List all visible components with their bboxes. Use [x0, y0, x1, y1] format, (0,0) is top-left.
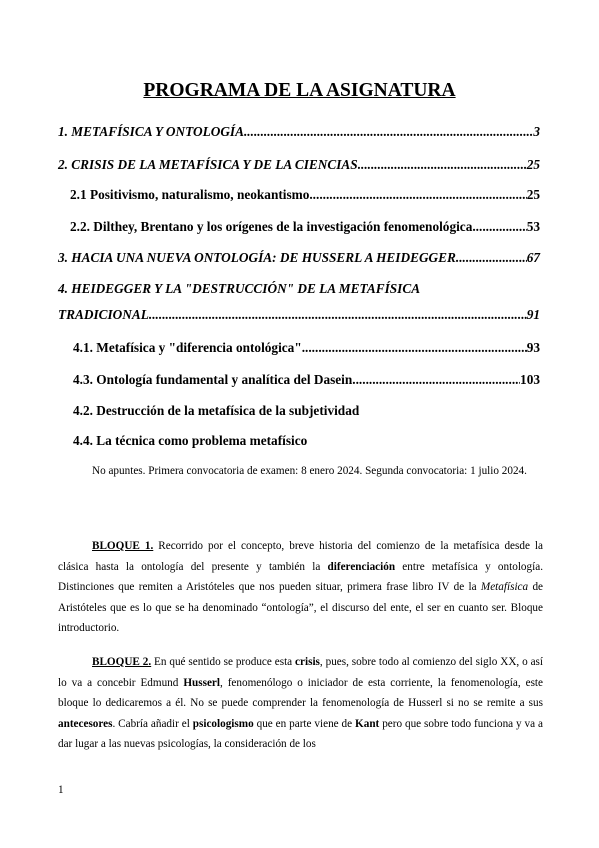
- toc-entry-text: 4.3. Ontología fundamental y analítica del Dasein: [73, 372, 353, 387]
- bloque-2-label: BLOQUE 2.: [92, 656, 152, 668]
- bold-term: psicologismo: [192, 717, 254, 730]
- page-title: PROGRAMA DE LA ASIGNATURA: [143, 80, 456, 101]
- toc-leader-dots: [302, 340, 527, 356]
- text-run: de Aristóteles que es lo que se ha denominado “ontología”, el discurso del ente, el ser en cuanto ser. Bloque introductorio.: [58, 581, 543, 635]
- toc-entry-text: 2. CRISIS DE LA METAFÍSICA Y DE LA CIENCIAS: [58, 157, 358, 172]
- toc-page-number: 103: [520, 372, 540, 387]
- toc-entry-4-1[interactable]: [73, 340, 540, 356]
- italic-title: Metafísica: [480, 581, 529, 594]
- bold-term: Kant: [355, 717, 380, 730]
- bold-term: Husserl: [183, 676, 220, 689]
- text-run: . Cabría añadir el: [112, 717, 193, 730]
- toc-entry-text: 1. METAFÍSICA Y ONTOLOGÍA: [58, 124, 244, 139]
- text-run: , fenomenólogo o iniciador de esta corriente, la fenomenología, este bloque lo dedicaremos a él. No se puede comprender la fenomenología de Husserl si no se remite a sus: [58, 676, 543, 710]
- toc-entry-1[interactable]: [58, 124, 540, 140]
- text-run: entre metafísica y ontología. Distinciones que remiten a Aristóteles que nos pueden situar, primera frase libro IV de la: [58, 560, 543, 594]
- toc-leader-dots: [472, 219, 526, 235]
- toc-entry-4-4[interactable]: 4.4. La técnica como problema metafísico: [73, 433, 308, 448]
- toc-page-number: 25: [526, 187, 540, 202]
- toc-entry-text: TRADICIONAL: [58, 307, 149, 322]
- toc-entry-2-1[interactable]: [70, 187, 540, 203]
- toc-entry-3[interactable]: [58, 250, 540, 266]
- bold-term: diferenciación: [327, 560, 396, 573]
- toc-entry-text: 4.1. Metafísica y "diferencia ontológica": [73, 340, 302, 355]
- toc-page-number: 25: [526, 157, 540, 172]
- page-number: 1: [58, 784, 64, 796]
- bold-term: crisis: [295, 656, 320, 668]
- toc-leader-dots: [352, 372, 520, 388]
- text-run: que en parte viene de: [253, 717, 356, 730]
- text-run: , pues, sobre todo al comienzo del siglo XX, o así lo va a concebir Edmund: [58, 656, 543, 689]
- toc-leader-dots: [244, 124, 533, 140]
- toc-page-number: 91: [526, 307, 540, 322]
- toc-entry-2[interactable]: [58, 157, 540, 173]
- toc-entry-text: 2.1 Positivismo, naturalismo, neokantismo: [70, 187, 310, 202]
- toc-leader-dots: [149, 307, 527, 323]
- toc-page-number: 67: [526, 250, 540, 265]
- toc-entry-4[interactable]: [58, 307, 540, 323]
- text-run: Recorrido por el concepto, breve historia del comienzo de la metafísica desde la clásica hasta la ontología del presente y también la: [58, 540, 543, 573]
- toc-entry-text: 2.2. Dilthey, Brentano y los orígenes de la investigación fenomenológica: [70, 219, 473, 234]
- text-run: En qué sentido se produce esta: [151, 656, 296, 668]
- toc-page-number: 3: [533, 124, 540, 139]
- toc-entry-4-2[interactable]: 4.2. Destrucción de la metafísica de la subjetividad: [73, 403, 360, 418]
- text-run: pero que sobre todo funciona y va a dar lugar a las nuevas psicologías, la consideración de los: [58, 717, 543, 751]
- toc-leader-dots: [456, 250, 527, 266]
- toc-entry-4-line1[interactable]: 4. HEIDEGGER Y LA "DESTRUCCIÓN" DE LA METAFÍSICA: [58, 281, 421, 296]
- toc-page-number: 53: [526, 219, 540, 234]
- toc-entry-2-2[interactable]: [70, 219, 540, 235]
- bold-term: antecesores: [58, 717, 113, 730]
- toc-leader-dots: [358, 157, 527, 173]
- exam-dates-note: No apuntes. Primera convocatoria de examen: 8 enero 2024. Segunda convocatoria: 1 julio 2024.: [92, 465, 527, 477]
- toc-entry-4-3[interactable]: [73, 372, 540, 388]
- bloque-1-label: BLOQUE 1.: [92, 540, 154, 552]
- bloque-2-paragraph: [58, 652, 543, 755]
- toc-leader-dots: [309, 187, 526, 203]
- toc-page-number: 93: [526, 340, 540, 355]
- bloque-1-paragraph: [58, 536, 543, 639]
- toc-entry-text: 3. HACIA UNA NUEVA ONTOLOGÍA: DE HUSSERL A HEIDEGGER: [58, 250, 456, 265]
